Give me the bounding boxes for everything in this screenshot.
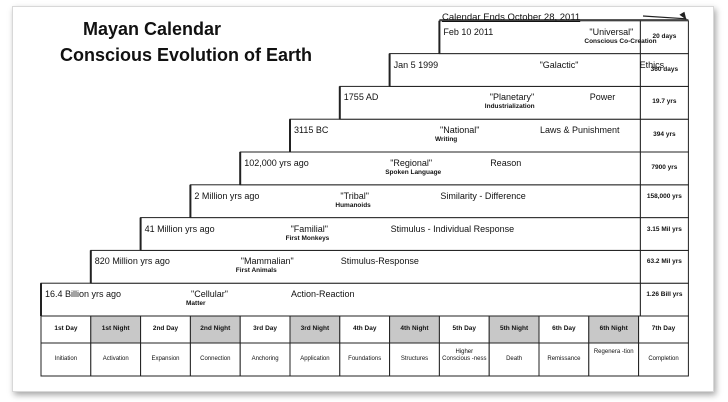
duration-cell [640, 185, 688, 218]
step-subtitle: Matter [186, 300, 206, 308]
step-theme: Reason [490, 158, 522, 168]
step-theme: Laws & Punishment [540, 125, 620, 136]
arrow-line [643, 16, 686, 19]
step-subtitle: Writing [435, 136, 458, 144]
diagram-frame [12, 6, 714, 392]
step-box [91, 250, 641, 283]
day-label: 1st Day [54, 325, 78, 332]
step-box [41, 283, 640, 316]
day-word-cell [589, 343, 639, 376]
step-level: "Cellular" [191, 289, 228, 300]
step-theme: Stimulus - Individual Response [390, 223, 515, 234]
day-word: Expansion [151, 356, 180, 362]
step-theme: Ethics [639, 59, 665, 70]
step-date: 41 Million yrs ago [144, 223, 215, 234]
day-word: Connection [200, 356, 231, 362]
step-duration: 158,000 yrs [646, 192, 682, 200]
day-label: 6th Day [552, 325, 576, 332]
day-word: Completion [648, 356, 679, 362]
day-label: 1st Night [101, 325, 130, 332]
step-theme: Power [589, 92, 616, 103]
day-label: 3rd Night [300, 325, 330, 332]
step-box [190, 185, 640, 218]
step-date: 102,000 yrs ago [244, 158, 309, 168]
step-date: 1755 AD [343, 92, 379, 103]
step-duration: 63.2 Mil yrs [646, 258, 682, 266]
day-word: Application [300, 356, 330, 362]
step-duration: 3.15 Mil yrs [646, 225, 682, 233]
day-word: Death [506, 356, 523, 362]
day-label: 5th Night [500, 325, 529, 332]
step-subtitle: First Animals [235, 267, 277, 275]
step-duration: 360 days [650, 65, 679, 73]
day-label: 3rd Day [253, 325, 278, 332]
calendar-ends-label: Calendar Ends October 28, 2011 [442, 12, 581, 23]
day-word: Structures [400, 356, 429, 362]
day-label: 2nd Day [152, 325, 179, 332]
step-level: "Mammalian" [240, 256, 294, 267]
step-date: 16.4 Billion yrs ago [45, 289, 122, 300]
duration-cell [640, 283, 688, 316]
title-line-1: Mayan Calendar [83, 19, 222, 39]
step-theme: Stimulus-Response [340, 256, 419, 267]
day-label: 4th Day [352, 325, 377, 332]
day-label: 2nd Night [200, 325, 231, 332]
step-date: 2 Million yrs ago [194, 190, 260, 201]
duration-cell [640, 250, 688, 283]
step-level: "Regional" [390, 158, 433, 168]
step-subtitle: First Monkeys [285, 234, 330, 242]
day-label: 4th Night [400, 325, 429, 332]
step-box [390, 54, 641, 87]
step-level: "Familial" [290, 223, 328, 234]
step-duration: 19.7 yrs [652, 98, 677, 106]
day-word: Activation [102, 356, 129, 362]
step-level: "Galactic" [539, 59, 579, 70]
day-word: Remissance [547, 356, 581, 362]
title-line-2: Conscious Evolution of Earth [60, 45, 313, 65]
day-word: Anchoring [251, 356, 279, 362]
step-level: "Universal" [589, 26, 634, 37]
step-date: 820 Million yrs ago [94, 256, 170, 267]
step-level: "Planetary" [489, 92, 535, 103]
step-level: "National" [440, 125, 480, 136]
step-duration: 7900 yrs [651, 164, 678, 171]
day-label: 6th Night [599, 325, 628, 332]
step-subtitle: Industrialization [484, 103, 535, 111]
step-subtitle: Humanoids [335, 201, 371, 209]
day-label: 7th Day [651, 325, 676, 332]
step-level: "Tribal" [340, 190, 369, 201]
step-box [290, 119, 640, 152]
step-theme: Action-Reaction [291, 289, 355, 300]
step-date: Jan 5 1999 [393, 59, 439, 70]
step-date: Feb 10 2011 [443, 26, 494, 37]
step-date: 3115 BC [294, 125, 329, 136]
step-box [141, 218, 641, 251]
duration-cell [640, 218, 688, 251]
step-theme: Similarity - Difference [440, 190, 526, 201]
day-word: Regenera -tion [593, 349, 634, 355]
day-word: Initiation [54, 356, 78, 362]
day-word: Foundations [348, 356, 382, 362]
step-subtitle: Conscious Co-Creation [584, 37, 657, 45]
day-word: Higher Conscious -ness [442, 349, 487, 362]
step-duration: 1.26 Bill yrs [646, 291, 683, 299]
step-duration: 20 days [652, 32, 677, 40]
step-duration: 394 yrs [653, 131, 676, 139]
step-subtitle: Spoken Language [385, 169, 442, 176]
day-label: 5th Day [452, 325, 477, 332]
